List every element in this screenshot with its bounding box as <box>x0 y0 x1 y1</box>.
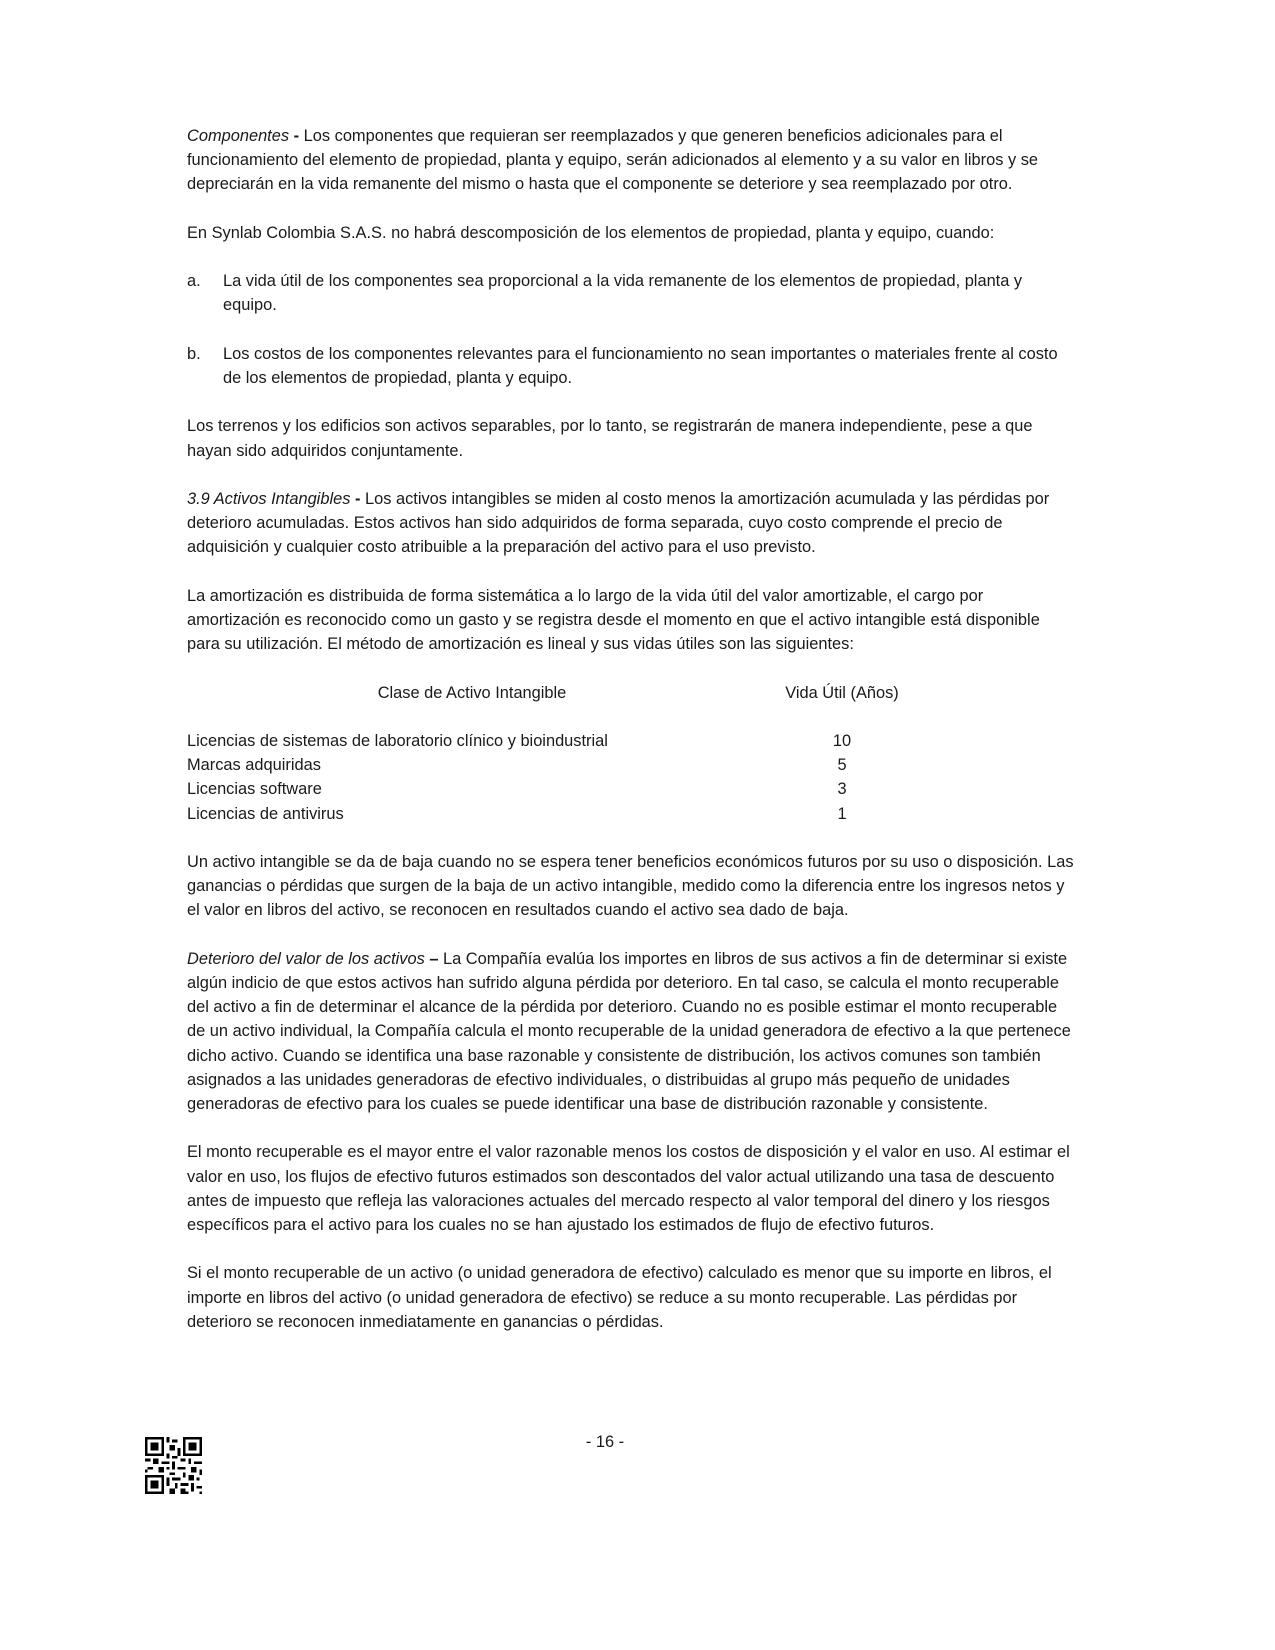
cell-class: Licencias software <box>187 780 322 799</box>
lead-deterioro: Deterioro del valor de los activos <box>187 949 425 968</box>
table-row <box>187 753 927 777</box>
separator: - <box>289 127 304 145</box>
table-row <box>187 802 927 826</box>
document-body <box>187 124 1075 1358</box>
text: La Compañía evalúa los importes en libros de sus activos a fin de determinar si existe algún indicio de que estos activos han sufrido alguna pérdida por deterioro. En tal caso, se calcula el monto recuperable del activo a fin de determinar el alcance de la pérdida por deterioro. Cuando no es posible estimar el monto recuperable de un activo individual, la Compañía calcula el monto recuperable de la unidad generadora de efectivo a la que pertenece dicho activo. Cuando se identifica una base razonable y consistente de distribución, los activos comunes son también asignados a las unidades generadoras de efectivo individuales, o distribuidas al grupo más pequeño de unidades generadoras de efectivo para los cuales se puede identificar una base de distribución razonable y consistente. <box>187 949 1071 1113</box>
list-marker: b. <box>187 344 201 363</box>
paragraph-componentes <box>187 124 1075 197</box>
header-class: Clase de Activo Intangible <box>377 683 567 702</box>
table-row <box>187 777 927 801</box>
page-number: - 16 - <box>585 1433 625 1451</box>
header-life: Vida Útil (Años) <box>785 683 899 702</box>
separator: - <box>350 489 365 508</box>
cell-class: Licencias de sistemas de laboratorio clínico y bioindustrial <box>187 731 608 750</box>
text: Los componentes que requieran ser reemplazados y que generen beneficios adicionales para el funcionamiento del elemento de propiedad, planta y equipo, serán adicionados al elemento y a su valor en libros y se depreciarán en la vida remanente del mismo o hasta que el componente se deteriore y sea reemplazado por otro. <box>187 127 1039 194</box>
cell-class: Licencias de antivirus <box>187 804 344 823</box>
cell-class: Marcas adquiridas <box>187 756 321 775</box>
paragraph-deterioro <box>187 947 1075 1116</box>
list-item-b <box>187 342 1075 390</box>
cell-life: 10 <box>832 731 852 750</box>
list-item-a <box>187 269 1075 317</box>
qr-code-icon <box>145 1437 202 1494</box>
paragraph-menor: Si el monto recuperable de un activo (o unidad generadora de efectivo) calculado es menor que su importe en libros, el importe en libros del activo (o unidad generadora de efectivo) se reduce a su monto recuperable. Las pérdidas por deterioro se reconocen inmediatamente en ganancias o pérdidas. <box>187 1264 1052 1331</box>
list-marker: a. <box>187 272 201 291</box>
table-header <box>187 681 927 705</box>
paragraph-monto: El monto recuperable es el mayor entre el valor razonable menos los costos de disposición y el valor en uso. Al estimar el valor en uso, los flujos de efectivo futuros estimados son descontados del valor actual utilizando una tasa de descuento antes de impuesto que refleja las valoraciones actuales del mercado respecto al valor temporal del dinero y los riesgos específicos para el activo para los cuales no se han ajustado los estimados de flujo de efectivo futuros. <box>187 1143 1070 1234</box>
table-row <box>187 729 927 753</box>
paragraph-synlab: En Synlab Colombia S.A.S. no habrá descomposición de los elementos de propiedad, planta y equipo, cuando: <box>187 223 995 242</box>
cell-life: 5 <box>837 756 847 775</box>
paragraph-intangibles <box>187 487 1075 560</box>
text: Los activos intangibles se miden al costo menos la amortización acumulada y las pérdidas por deterioro acumuladas. Estos activos han sido adquiridos de forma separada, cuyo costo comprende el precio de adquisición y cualquier costo atribuible a la preparación del activo para el uso previsto. <box>187 489 1050 557</box>
useful-life-table <box>187 681 927 826</box>
list-text: Los costos de los componentes relevantes para el funcionamiento no sean importantes o materiales frente al costo de los elementos de propiedad, planta y equipo. <box>223 344 1058 387</box>
paragraph-baja: Un activo intangible se da de baja cuando no se espera tener beneficios económicos futuros por su uso o disposición. Las ganancias o pérdidas que surgen de la baja de un activo intangible, medido como la diferencia entre los ingresos netos y el valor en libros del activo, se reconocen en resultados cuando el activo sea dado de baja. <box>187 852 1074 920</box>
paragraph-terrenos: Los terrenos y los edificios son activos separables, por lo tanto, se registrarán de manera independiente, pese a que hayan sido adquiridos conjuntamente. <box>187 417 1033 460</box>
cell-life: 1 <box>837 804 847 823</box>
cell-life: 3 <box>837 780 847 799</box>
list-text: La vida útil de los componentes sea proporcional a la vida remanente de los elementos de propiedad, planta y equipo. <box>223 272 1023 315</box>
section-heading-3-9: 3.9 Activos Intangibles <box>187 489 351 508</box>
paragraph-amortizacion: La amortización es distribuida de forma sistemática a lo largo de la vida útil del valor amortizable, el cargo por amortización es reconocido como un gasto y se registra desde el momento en que el activo intangible está disponible para su utilización. El método de amortización es lineal y sus vidas útiles son las siguientes: <box>187 586 1040 654</box>
separator: – <box>424 949 444 968</box>
lead-componentes: Componentes <box>187 127 290 145</box>
